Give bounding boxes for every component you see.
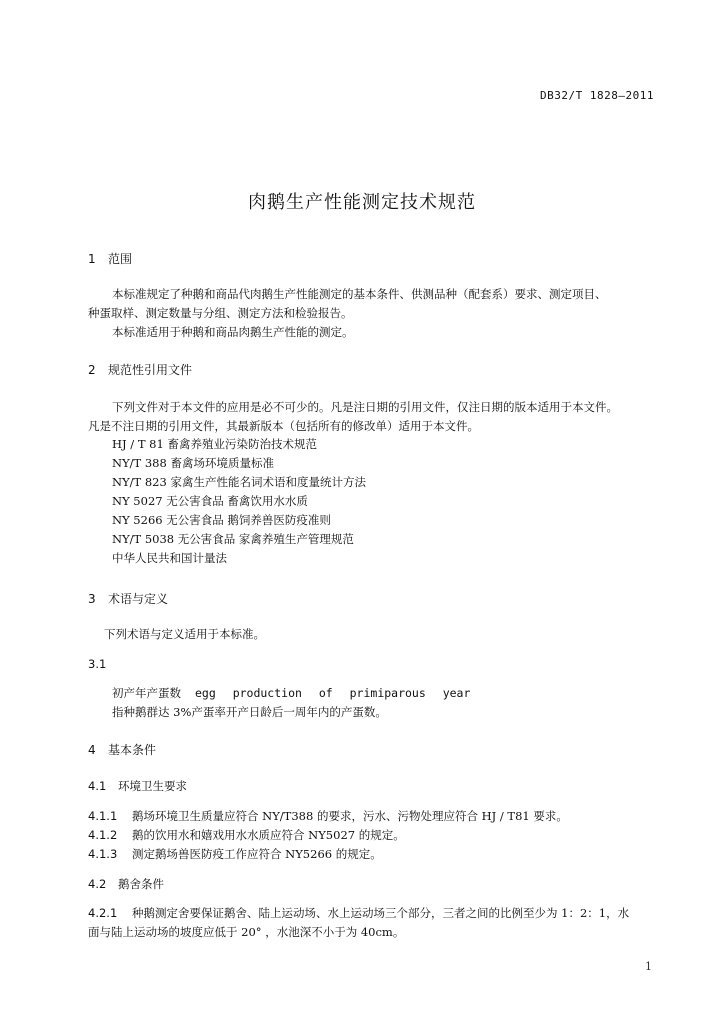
reference-item: NY 5027 无公害食品 畜禽饮用水水质 <box>112 494 308 508</box>
document-title: 肉鹅生产性能测定技术规范 <box>248 192 476 213</box>
subsection-title: 环境卫生要求 <box>118 779 187 793</box>
section-title: 术语与定义 <box>108 592 169 606</box>
page-number: 1 <box>645 960 652 973</box>
subsection-4-1-heading <box>88 778 187 794</box>
subsection-title: 鹅舍条件 <box>118 877 164 891</box>
section-number: 4 <box>88 743 96 757</box>
subsection-number: 4.2 <box>88 877 107 891</box>
paragraph-line: 下列术语与定义适用于本标准。 <box>104 627 265 641</box>
reference-item: NY/T 5038 无公害食品 家禽养殖生产管理规范 <box>112 532 354 546</box>
section-3-intro <box>88 625 656 644</box>
term-english: egg production of primiparous year <box>195 686 471 700</box>
clause-4-1-1 <box>88 808 568 824</box>
clause-4-2-1 <box>88 905 629 921</box>
paragraph-line: 本标准规定了种鹅和商品代肉鹅生产性能测定的基本条件、供测品种（配套系）要求、测定项目、 <box>112 287 607 301</box>
paragraph-line: 下列文件对于本文件的应用是必不可少的。凡是注日期的引用文件，仅注日期的版本适用于本文件。 <box>112 400 618 414</box>
section-number: 2 <box>88 363 96 377</box>
section-number: 3 <box>88 592 96 606</box>
term-heading <box>112 685 470 701</box>
paragraph-line: 种蛋取样、测定数量与分组、测定方法和检验报告。 <box>88 306 353 320</box>
section-1-paragraph-1 <box>88 285 656 342</box>
section-4-heading <box>88 741 156 758</box>
section-1-heading <box>88 250 132 267</box>
term-chinese: 初产年产蛋数 <box>112 686 181 700</box>
section-3-heading <box>88 590 168 607</box>
reference-item: NY 5266 无公害食品 鹅饲养兽医防疫准则 <box>112 513 331 527</box>
reference-item: NY/T 823 家禽生产性能名词术语和度量统计方法 <box>112 475 366 489</box>
clause-4-1-3 <box>88 846 382 862</box>
clause-continuation: 面与陆上运动场的坡度应低于 20° ，水池深不小于为 40cm。 <box>88 925 405 939</box>
section-title: 基本条件 <box>108 743 157 757</box>
clause-text: 鹅场环境卫生质量应符合 NY/T388 的要求，污水、污物处理应符合 HJ / T81 要求。 <box>132 809 568 823</box>
section-title: 范围 <box>108 252 133 266</box>
reference-item: NY/T 388 畜禽场环境质量标准 <box>112 456 274 470</box>
reference-item: HJ / T 81 畜禽养殖业污染防治技术规范 <box>112 437 317 451</box>
section-2-heading <box>88 361 192 378</box>
clause-number: 4.2.1 <box>88 906 118 920</box>
clause-text: 种鹅测定舍要保证鹅舍、陆上运动场、水上运动场三个部分，三者之间的比例至少为 1：2：1，水 <box>132 906 630 920</box>
subsection-number: 4.1 <box>88 779 107 793</box>
clause-4-1-2 <box>88 827 405 843</box>
reference-item: 中华人民共和国计量法 <box>112 551 227 565</box>
paragraph-line: 凡是不注日期的引用文件，其最新版本（包括所有的修改单）适用于本文件。 <box>88 419 479 433</box>
section-2-intro <box>88 398 656 436</box>
subsection-3-1-number: 3.1 <box>88 657 107 671</box>
paragraph-line: 本标准适用于种鹅和商品肉鹅生产性能的测定。 <box>112 325 354 339</box>
clause-text: 鹅的饮用水和嬉戏用水水质应符合 NY5027 的规定。 <box>132 828 405 842</box>
document-code: DB32/T 1828—2011 <box>540 89 654 102</box>
clause-number: 4.1.3 <box>88 847 118 861</box>
term-definition: 指种鹅群达 3%产蛋率开产日龄后一周年内的产蛋数。 <box>112 705 387 719</box>
clause-number: 4.1.2 <box>88 828 118 842</box>
subsection-4-2-heading <box>88 876 164 892</box>
section-number: 1 <box>88 252 96 266</box>
clause-number: 4.1.1 <box>88 809 118 823</box>
clause-text: 测定鹅场兽医防疫工作应符合 NY5266 的规定。 <box>132 847 382 861</box>
section-title: 规范性引用文件 <box>108 363 193 377</box>
